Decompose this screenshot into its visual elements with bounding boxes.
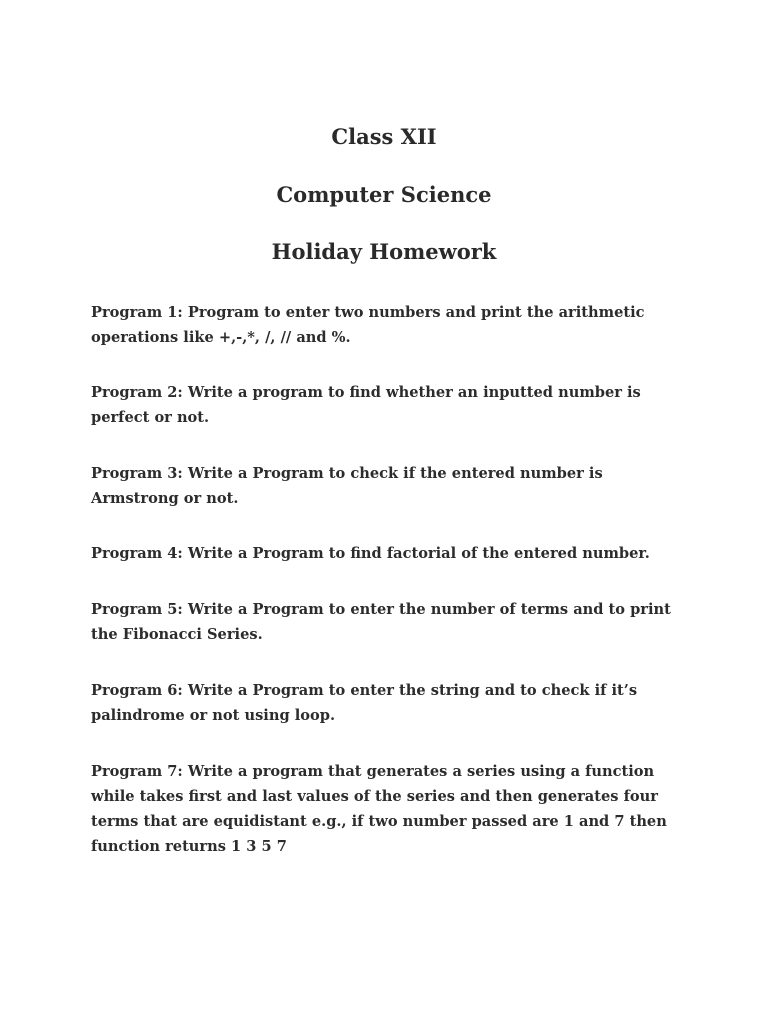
subject-title: Computer Science <box>276 182 492 207</box>
program-item-6: Program 6: Write a Program to enter the string and to check if it’s palindrome or not using loop. <box>91 682 638 724</box>
class-title: Class XII <box>331 124 437 149</box>
program-item-4: Program 4: Write a Program to find factorial of the entered number. <box>91 545 650 562</box>
program-item-2: Program 2: Write a program to find whether an inputted number is perfect or not. <box>91 384 641 426</box>
program-item-1: Program 1: Program to enter two numbers and print the arithmetic operations like +,-,*, /, // and %. <box>91 304 645 346</box>
program-item-5: Program 5: Write a Program to enter the number of terms and to print the Fibonacci Series. <box>91 601 671 643</box>
program-item-7: Program 7: Write a program that generates a series using a function while takes first and last values of the series and then generates four terms that are equidistant e.g., if two number passed are 1 and 7 then function returns 1 3 5 7 <box>91 763 667 855</box>
program-item-3: Program 3: Write a Program to check if the entered number is Armstrong or not. <box>91 465 603 507</box>
assignment-title: Holiday Homework <box>271 239 497 264</box>
